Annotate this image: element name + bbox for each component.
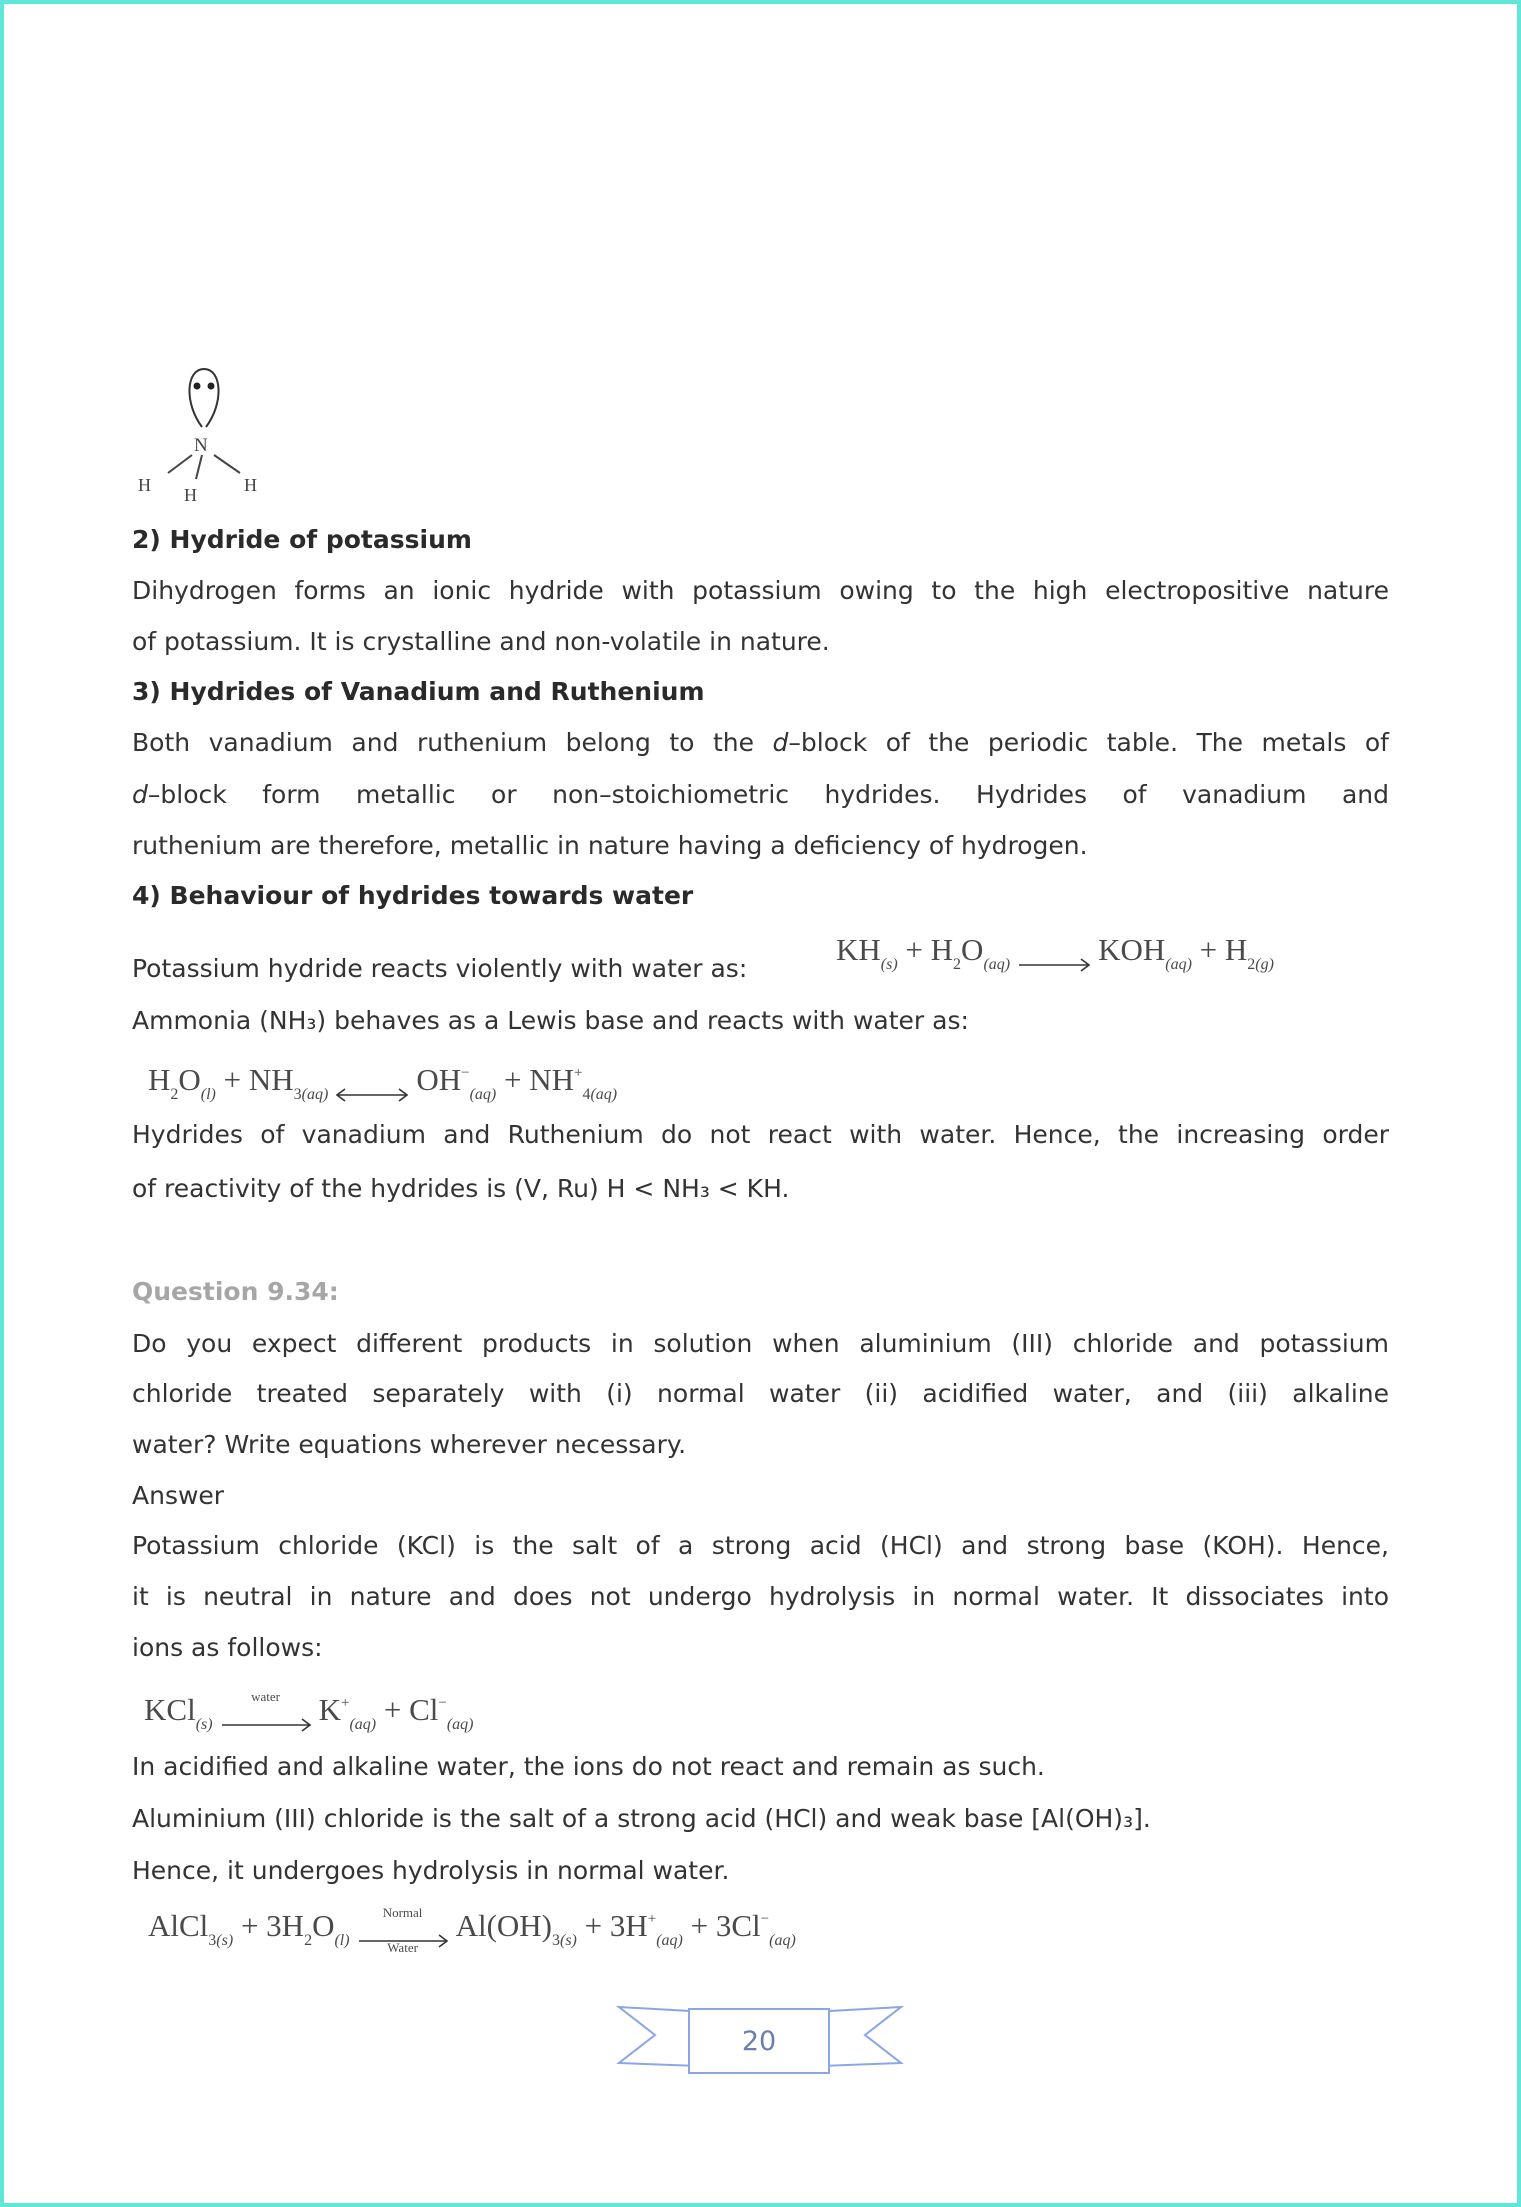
text-segment: 3) Hydrides of Vanadium and Ruthenium bbox=[132, 677, 705, 706]
atom-h-left: H bbox=[138, 475, 151, 495]
text-line bbox=[132, 718, 1389, 768]
kcl-dissociation-equation bbox=[144, 1688, 474, 1733]
text-segment: Aluminium (III) chloride is the salt of a strong acid (HCl) and weak base [Al(OH)₃]. bbox=[132, 1804, 1151, 1833]
state-subscript: (aq) bbox=[769, 1932, 796, 1949]
state-subscript: (aq) bbox=[349, 1716, 377, 1733]
text-segment: of reactivity of the hydrides is (V, Ru) H < NH₃ < KH. bbox=[132, 1174, 790, 1203]
section-heading bbox=[132, 871, 1389, 921]
charge-superscript: + bbox=[647, 1911, 657, 1927]
text-line bbox=[132, 1420, 1389, 1470]
formula-text: K bbox=[318, 1692, 341, 1727]
text-line bbox=[132, 1369, 1389, 1419]
text-segment: –block form metallic or non–stoichiometric hydrides. Hydrides of vanadium and bbox=[147, 780, 1389, 809]
text-segment: Hydrides of vanadium and Ruthenium do not react with water. Hence, the increasing order bbox=[132, 1120, 1389, 1149]
state-subscript: (aq) bbox=[1165, 956, 1192, 973]
formula-text: O bbox=[961, 932, 984, 967]
count-subscript: 4 bbox=[582, 1086, 591, 1103]
atom-h-middle: H bbox=[184, 485, 197, 505]
section-heading bbox=[132, 515, 1389, 565]
ammonia-water-equation bbox=[148, 1062, 618, 1103]
text-segment: Answer bbox=[132, 1481, 225, 1510]
formula-text: Al(OH) bbox=[455, 1908, 552, 1943]
charge-superscript: + bbox=[340, 1695, 350, 1711]
reaction-arrow-icon bbox=[221, 1688, 311, 1720]
text-line bbox=[132, 1794, 1389, 1844]
state-subscript: (aq) bbox=[590, 1086, 618, 1103]
count-subscript: 2 bbox=[1247, 956, 1256, 973]
italic-text: d bbox=[132, 780, 148, 809]
page-number: 20 bbox=[741, 2026, 777, 2057]
text-line bbox=[132, 1164, 1389, 1214]
state-subscript: (g) bbox=[1255, 956, 1274, 973]
question-heading bbox=[132, 1267, 1389, 1317]
text-segment: it is neutral in nature and does not undergo hydrolysis in normal water. It dissociates into bbox=[132, 1582, 1389, 1611]
formula-text: H bbox=[148, 1062, 171, 1097]
arrow-label-above: Normal bbox=[382, 1904, 423, 1920]
atom-h-right: H bbox=[244, 475, 257, 495]
text-segment: water? Write equations wherever necessary. bbox=[132, 1430, 687, 1459]
charge-superscript: − bbox=[760, 1911, 770, 1927]
kh-water-equation bbox=[836, 932, 1274, 973]
text-line bbox=[132, 1110, 1389, 1160]
text-segment: In acidified and alkaline water, the ions do not react and remain as such. bbox=[132, 1752, 1045, 1781]
text-segment: Both vanadium and ruthenium belong to the bbox=[132, 728, 773, 757]
state-subscript: (s) bbox=[559, 1932, 577, 1949]
count-subscript: 2 bbox=[170, 1086, 179, 1103]
charge-superscript: − bbox=[438, 1695, 447, 1711]
formula-text: + 3Cl bbox=[682, 1908, 761, 1943]
reaction-arrow-icon bbox=[358, 1904, 448, 1955]
state-subscript: (l) bbox=[334, 1932, 350, 1949]
state-subscript: (aq) bbox=[446, 1716, 474, 1733]
alcl3-hydrolysis-equation bbox=[148, 1904, 796, 1955]
arrow-label-below: Water bbox=[387, 1939, 418, 1955]
text-segment: ruthenium are therefore, metallic in nature having a deficiency of hydrogen. bbox=[132, 831, 1088, 860]
formula-text: + H bbox=[897, 932, 954, 967]
text-line bbox=[132, 821, 1389, 871]
formula-text: + NH bbox=[215, 1062, 294, 1097]
arrow-label-above: water bbox=[251, 1688, 281, 1704]
state-subscript: (aq) bbox=[983, 956, 1011, 973]
state-subscript: (s) bbox=[880, 956, 898, 973]
count-subscript: 3 bbox=[208, 1932, 217, 1949]
state-subscript: (aq) bbox=[469, 1086, 497, 1103]
formula-text: + Cl bbox=[376, 1692, 439, 1727]
formula-text: KH bbox=[836, 932, 881, 967]
italic-text: d bbox=[772, 728, 789, 757]
text-line bbox=[132, 996, 1389, 1046]
text-segment: –block of the periodic table. The metals of bbox=[788, 728, 1389, 757]
text-segment: ions as follows: bbox=[132, 1633, 323, 1662]
text-line bbox=[132, 770, 1389, 820]
text-line bbox=[132, 1521, 1389, 1571]
formula-text: + 3H bbox=[233, 1908, 305, 1943]
count-subscript: 3 bbox=[293, 1086, 302, 1103]
reaction-arrow-icon bbox=[1018, 946, 1090, 960]
atom-n: N bbox=[194, 435, 208, 456]
text-segment: Potassium chloride (KCl) is the salt of a strong acid (HCl) and strong base (KOH). Hence, bbox=[132, 1531, 1389, 1560]
formula-text: OH bbox=[416, 1062, 462, 1097]
state-subscript: (s) bbox=[216, 1932, 234, 1949]
state-subscript: (l) bbox=[200, 1086, 216, 1103]
text-segment: Dihydrogen forms an ionic hydride with potassium owing to the high electropositive nature bbox=[132, 576, 1389, 605]
count-subscript: 2 bbox=[953, 956, 962, 973]
charge-superscript: − bbox=[461, 1065, 470, 1081]
formula-text: + NH bbox=[496, 1062, 574, 1097]
text-segment: of potassium. It is crystalline and non-volatile in nature. bbox=[132, 627, 830, 656]
text-line bbox=[132, 1572, 1389, 1622]
formula-text: KOH bbox=[1098, 932, 1166, 967]
charge-superscript: + bbox=[573, 1065, 583, 1081]
text-line bbox=[132, 1471, 1389, 1521]
ammonia-structure-figure bbox=[134, 363, 274, 508]
text-line bbox=[132, 617, 1389, 667]
double-arrow-icon bbox=[336, 1076, 408, 1090]
formula-text: + 3H bbox=[576, 1908, 648, 1943]
text-segment: 4) Behaviour of hydrides towards water bbox=[132, 881, 694, 910]
formula-text: O bbox=[178, 1062, 201, 1097]
formula-text: O bbox=[312, 1908, 335, 1943]
section-heading bbox=[132, 667, 1389, 717]
state-subscript: (aq) bbox=[301, 1086, 329, 1103]
text-line bbox=[132, 1846, 1389, 1896]
text-line bbox=[132, 566, 1389, 616]
text-line bbox=[132, 1742, 1389, 1792]
text-segment: Ammonia (NH₃) behaves as a Lewis base and reacts with water as: bbox=[132, 1006, 969, 1035]
formula-text: AlCl bbox=[148, 1908, 209, 1943]
text-segment: Hence, it undergoes hydrolysis in normal water. bbox=[132, 1856, 730, 1885]
count-subscript: 2 bbox=[304, 1932, 313, 1949]
text-segment: Question 9.34: bbox=[132, 1277, 339, 1306]
text-segment: Do you expect different products in solution when aluminium (III) chloride and potassium bbox=[132, 1329, 1389, 1358]
state-subscript: (aq) bbox=[656, 1932, 683, 1949]
formula-text: KCl bbox=[144, 1692, 196, 1727]
text-line bbox=[132, 1319, 1389, 1369]
text-segment: Potassium hydride reacts violently with water as: bbox=[132, 954, 748, 983]
state-subscript: (s) bbox=[195, 1716, 213, 1733]
formula-text: + H bbox=[1191, 932, 1248, 967]
count-subscript: 3 bbox=[551, 1932, 560, 1949]
text-line bbox=[132, 1623, 1389, 1673]
text-segment: 2) Hydride of potassium bbox=[132, 525, 472, 554]
text-segment: chloride treated separately with (i) normal water (ii) acidified water, and (iii) alkaline bbox=[132, 1379, 1389, 1408]
